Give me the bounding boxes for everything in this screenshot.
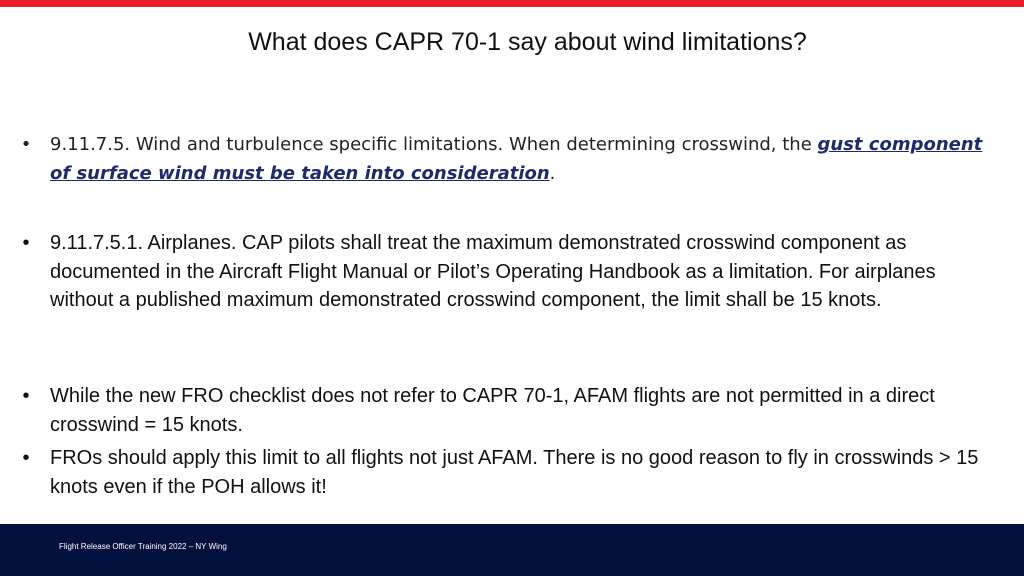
bullet-item-fro-checklist <box>22 382 995 439</box>
top-accent-bar <box>0 0 1024 7</box>
bullet-emphasis: gust component of surface wind must be taken into consideration <box>50 134 983 184</box>
bullet-text: 9.11.7.5.1. Airplanes. CAP pilots shall treat the maximum demonstrated crosswind component as documented in the Aircraft Flight Manual or Pilot’s Operating Handbook as a limitation. For airplanes without a published maximum demonstrated crosswind component, the limit shall be 15 knots. <box>50 232 936 311</box>
footer-text: Flight Release Officer Training 2022 – NY Wing <box>59 542 227 551</box>
bullet-text-end: . <box>549 163 556 184</box>
bullet-marker: • <box>22 385 30 407</box>
bullet-item-wind-turbulence <box>20 130 995 188</box>
bullet-marker: • <box>22 232 30 254</box>
bullet-marker: • <box>22 447 30 469</box>
bullet-item-airplanes <box>22 229 995 315</box>
slide-title: What does CAPR 70-1 say about wind limitations? <box>248 28 807 56</box>
bullet-text: While the new FRO checklist does not refer to CAPR 70-1, AFAM flights are not permitted in a direct crosswind = 15 knots. <box>50 385 935 436</box>
bullet-item-fro-recommendation <box>22 444 995 501</box>
bullet-text: 9.11.7.5. Wind and turbulence specific limitations. When determining crosswind, the <box>50 134 818 155</box>
bullet-marker: • <box>20 134 32 155</box>
bullet-text: FROs should apply this limit to all flights not just AFAM. There is no good reason to fly in crosswinds > 15 knots even if the POH allows it! <box>50 447 979 498</box>
footer-bar <box>0 524 1024 576</box>
